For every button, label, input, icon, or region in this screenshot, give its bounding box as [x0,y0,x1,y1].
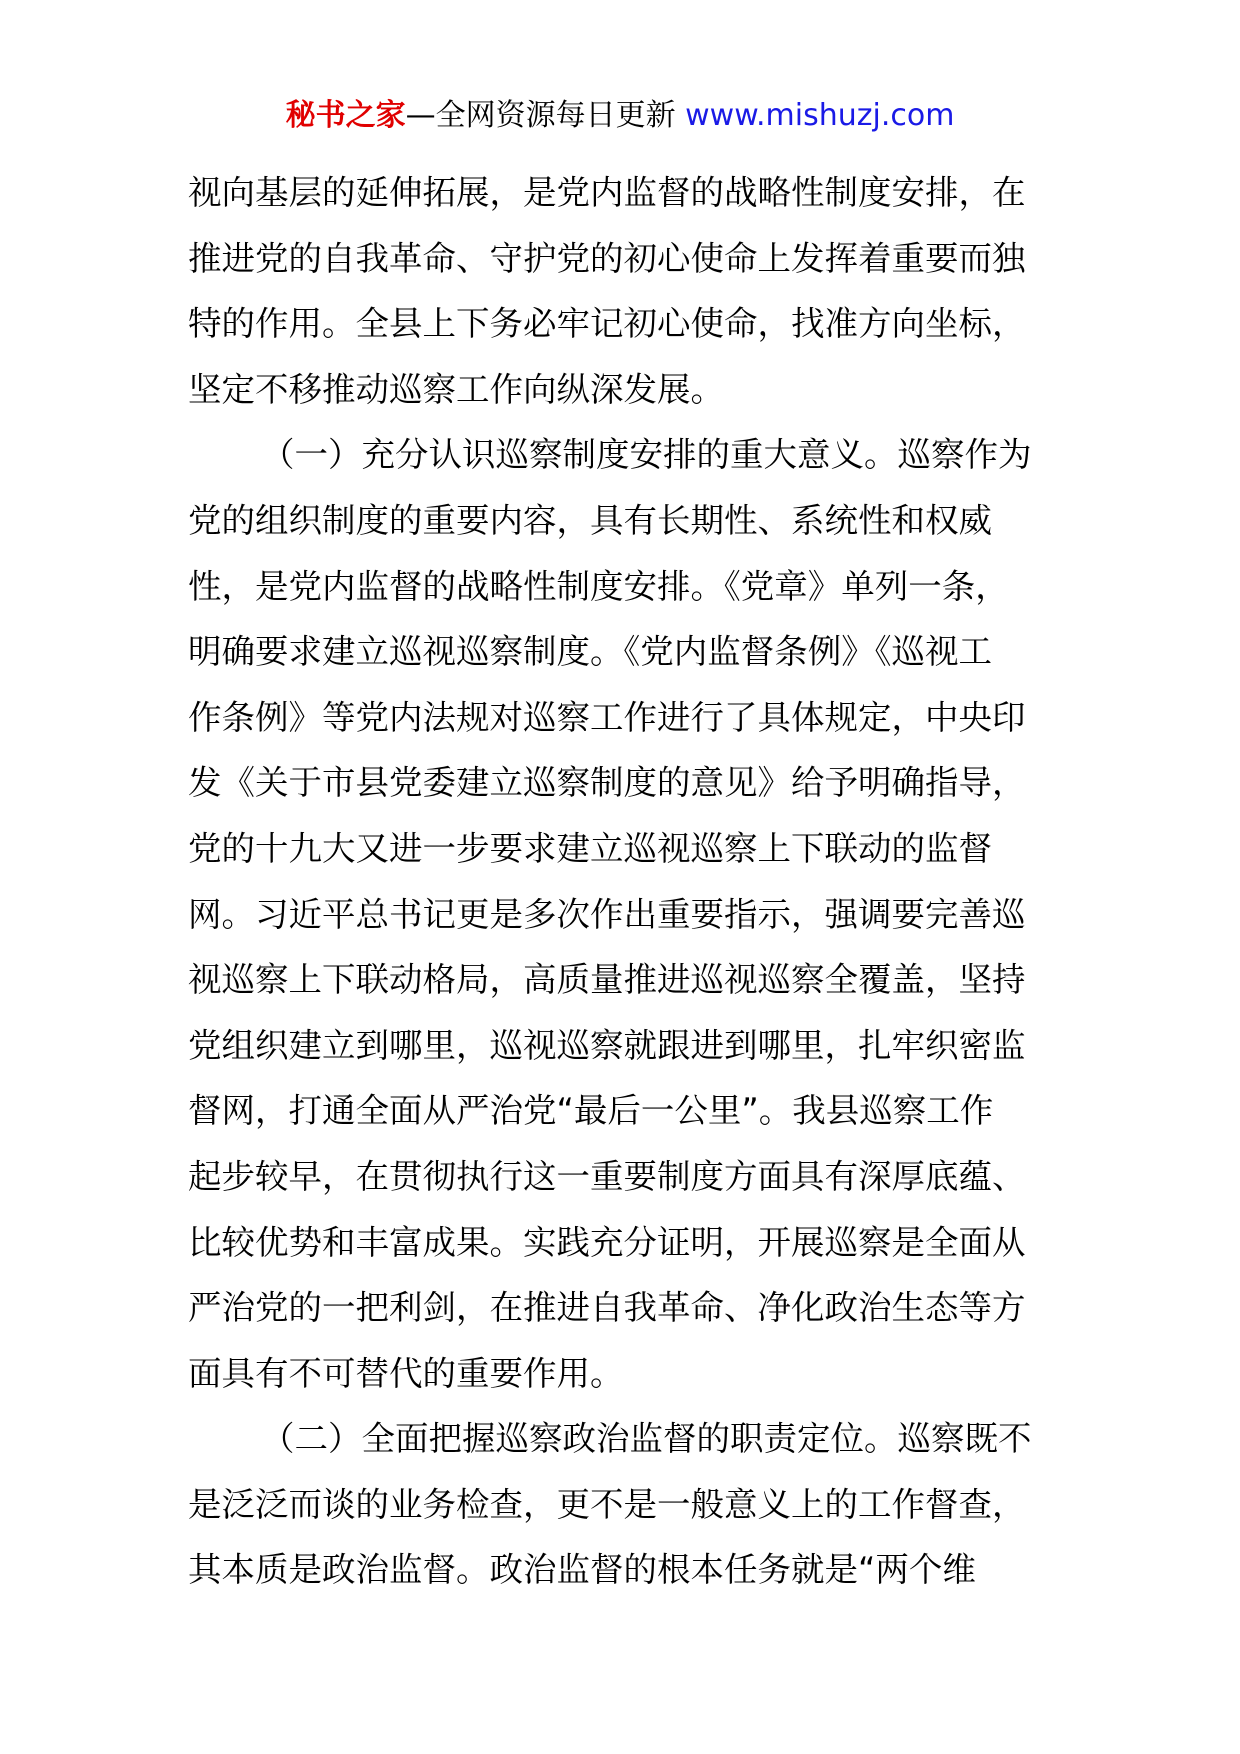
body-line: 党的组织制度的重要内容，具有长期性、系统性和权威 [188,500,992,540]
body-line: 起步较早，在贯彻执行这一重要制度方面具有深厚底蕴、 [188,1156,1026,1196]
body-line: 其本质是政治监督。政治监督的根本任务就是“两个维 [188,1550,976,1590]
body-line: 坚定不移推动巡察工作向纵深发展。 [188,369,724,409]
page-header [0,96,1240,136]
body-line: 党的十九大又进一步要求建立巡视巡察上下联动的监督 [188,828,992,868]
body-line: 比较优势和丰富成果。实践充分证明，开展巡察是全面从 [188,1222,1026,1262]
body-line: 推进党的自我革命、守护党的初心使命上发挥着重要而独 [188,238,1026,278]
section-heading-line: （二）全面把握巡察政治监督的职责定位。巡察既不 [261,1419,1032,1459]
body-line: 特的作用。全县上下务必牢记初心使命，找准方向坐标， [188,304,1026,344]
body-line: 明确要求建立巡视巡察制度。《党内监督条例》《巡视工 [188,632,992,672]
site-name: 秘书之家 [285,98,406,133]
body-line: 党组织建立到哪里，巡视巡察就跟进到哪里，扎牢织密监 [188,1025,1026,1065]
body-line: 面具有不可替代的重要作用。 [188,1353,624,1393]
body-line: 是泛泛而谈的业务检查，更不是一般意义上的工作督查， [188,1484,1026,1524]
body-line: 性，是党内监督的战略性制度安排。《党章》单列一条， [188,566,1009,606]
body-line: 督网，打通全面从严治党“最后一公里”。我县巡察工作 [188,1091,994,1131]
body-line: 网。习近平总书记更是多次作出重要指示，强调要完善巡 [188,894,1026,934]
body-line: 视向基层的延伸拓展，是党内监督的战略性制度安排，在 [188,173,1026,212]
body-line: 视巡察上下联动格局，高质量推进巡视巡察全覆盖，坚持 [188,960,1026,1000]
document-body [188,160,1068,1603]
body-line: 发《关于市县党委建立巡察制度的意见》给予明确指导， [188,763,1026,803]
header-tagline: —全网资源每日更新 [405,98,686,133]
section-heading-line: （一）充分认识巡察制度安排的重大意义。巡察作为 [261,435,1032,475]
body-line: 作条例》等党内法规对巡察工作进行了具体规定，中央印 [188,697,1026,737]
body-line: 严治党的一把利剑，在推进自我革命、净化政治生态等方 [188,1288,1026,1328]
site-url-link[interactable]: www.mishuzj.com [685,98,955,133]
